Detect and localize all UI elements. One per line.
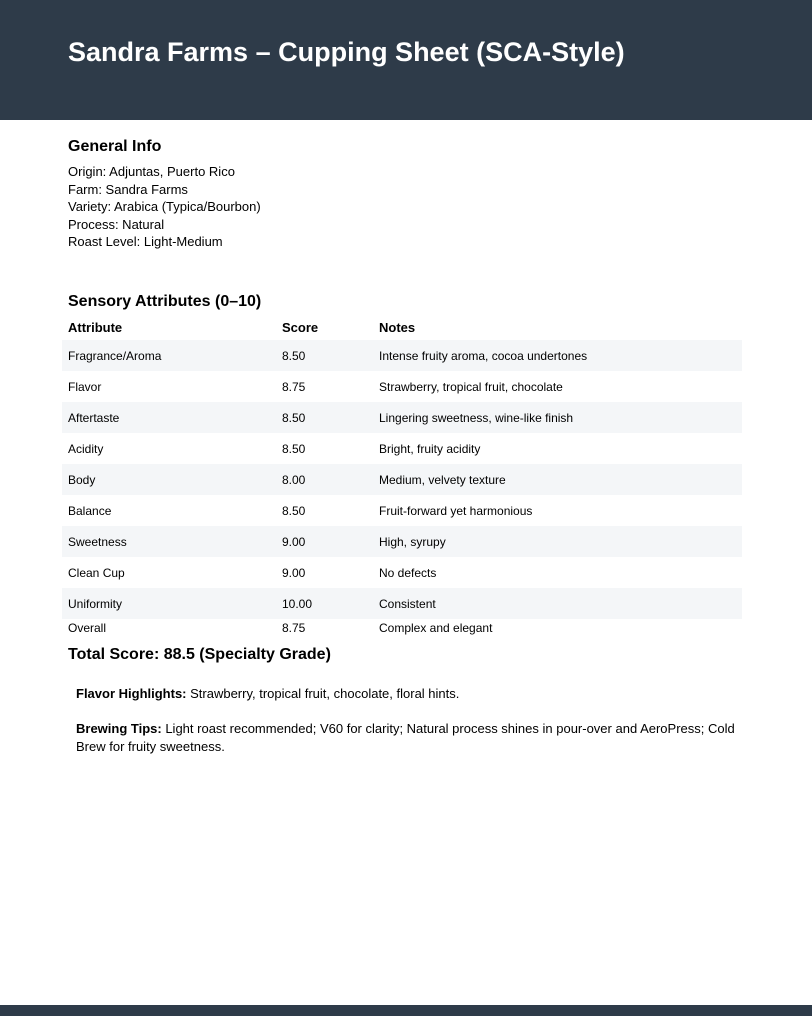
table-row: [62, 340, 742, 371]
score-cell: 8.50: [276, 402, 373, 433]
flavor-highlights-label: Flavor Highlights:: [76, 686, 187, 701]
notes-cell: Lingering sweetness, wine-like finish: [373, 402, 742, 433]
notes-cell: Medium, velvety texture: [373, 464, 742, 495]
notes-cell: Fruit-forward yet harmonious: [379, 503, 533, 518]
notes-cell: Bright, fruity acidity: [379, 441, 481, 456]
table-row: [62, 588, 742, 619]
table-row: [62, 557, 742, 588]
flavor-highlights: [76, 685, 746, 703]
attribute-cell: Clean Cup: [68, 565, 125, 580]
notes-cell: Consistent: [373, 588, 742, 619]
attribute-cell: Balance: [68, 503, 112, 518]
general-info-heading: General Info: [68, 138, 162, 155]
notes-cell: Intense fruity aroma, cocoa undertones: [373, 340, 742, 371]
attribute-cell: Fragrance/Aroma: [62, 340, 276, 371]
attribute-cell: Overall: [68, 621, 107, 635]
info-process: Process: Natural: [68, 216, 165, 232]
attribute-cell: Uniformity: [62, 588, 276, 619]
info-variety: Variety: Arabica (Typica/Bourbon): [68, 199, 261, 214]
header-band: [0, 0, 812, 120]
attribute-cell: Aftertaste: [62, 402, 276, 433]
table-row: [62, 495, 742, 526]
notes-cell: Complex and elegant: [379, 621, 493, 635]
score-cell: 8.50: [276, 340, 373, 371]
column-header-attribute: Attribute: [68, 320, 123, 335]
sensory-table: [62, 315, 742, 643]
general-info-list: [68, 163, 261, 251]
column-header-notes: Notes: [379, 320, 416, 335]
score-cell: 8.50: [282, 503, 306, 518]
table-row: [62, 402, 742, 433]
table-row: [62, 433, 742, 464]
notes-cell: High, syrupy: [373, 526, 742, 557]
info-origin: Origin: Adjuntas, Puerto Rico: [68, 164, 235, 179]
brewing-tips-label: Brewing Tips:: [76, 721, 162, 736]
score-cell: 9.00: [276, 526, 373, 557]
score-cell: 9.00: [282, 565, 306, 580]
total-score: Total Score: 88.5 (Specialty Grade): [68, 646, 331, 663]
attribute-cell: Flavor: [68, 379, 102, 394]
attribute-cell: Acidity: [68, 441, 104, 456]
table-row: [62, 526, 742, 557]
column-header-score: Score: [282, 320, 319, 335]
table-row: [62, 464, 742, 495]
footer-band: [0, 1005, 812, 1016]
brewing-tips-text: Light roast recommended; V60 for clarity; Natural process shines in pour-over and AeroPress; Cold Brew for fruity sweetness.: [76, 721, 735, 754]
info-roast-level: Roast Level: Light-Medium: [68, 234, 223, 249]
flavor-highlights-text: Strawberry, tropical fruit, chocolate, floral hints.: [186, 686, 460, 701]
score-cell: 8.75: [282, 621, 306, 635]
attribute-cell: Sweetness: [62, 526, 276, 557]
info-farm: Farm: Sandra Farms: [68, 181, 188, 197]
table-row: [62, 619, 742, 643]
attribute-cell: Body: [62, 464, 276, 495]
sensory-heading: Sensory Attributes (0–10): [68, 293, 262, 310]
score-cell: 8.50: [282, 441, 306, 456]
notes-cell: Strawberry, tropical fruit, chocolate: [379, 379, 563, 394]
page-title: Sandra Farms – Cupping Sheet (SCA-Style): [68, 37, 625, 67]
score-cell: 8.75: [282, 379, 306, 394]
table-header-row: [62, 315, 742, 340]
score-cell: 10.00: [276, 588, 373, 619]
table-row: [62, 371, 742, 402]
brewing-tips: [76, 720, 746, 755]
score-cell: 8.00: [276, 464, 373, 495]
notes-cell: No defects: [379, 565, 437, 580]
